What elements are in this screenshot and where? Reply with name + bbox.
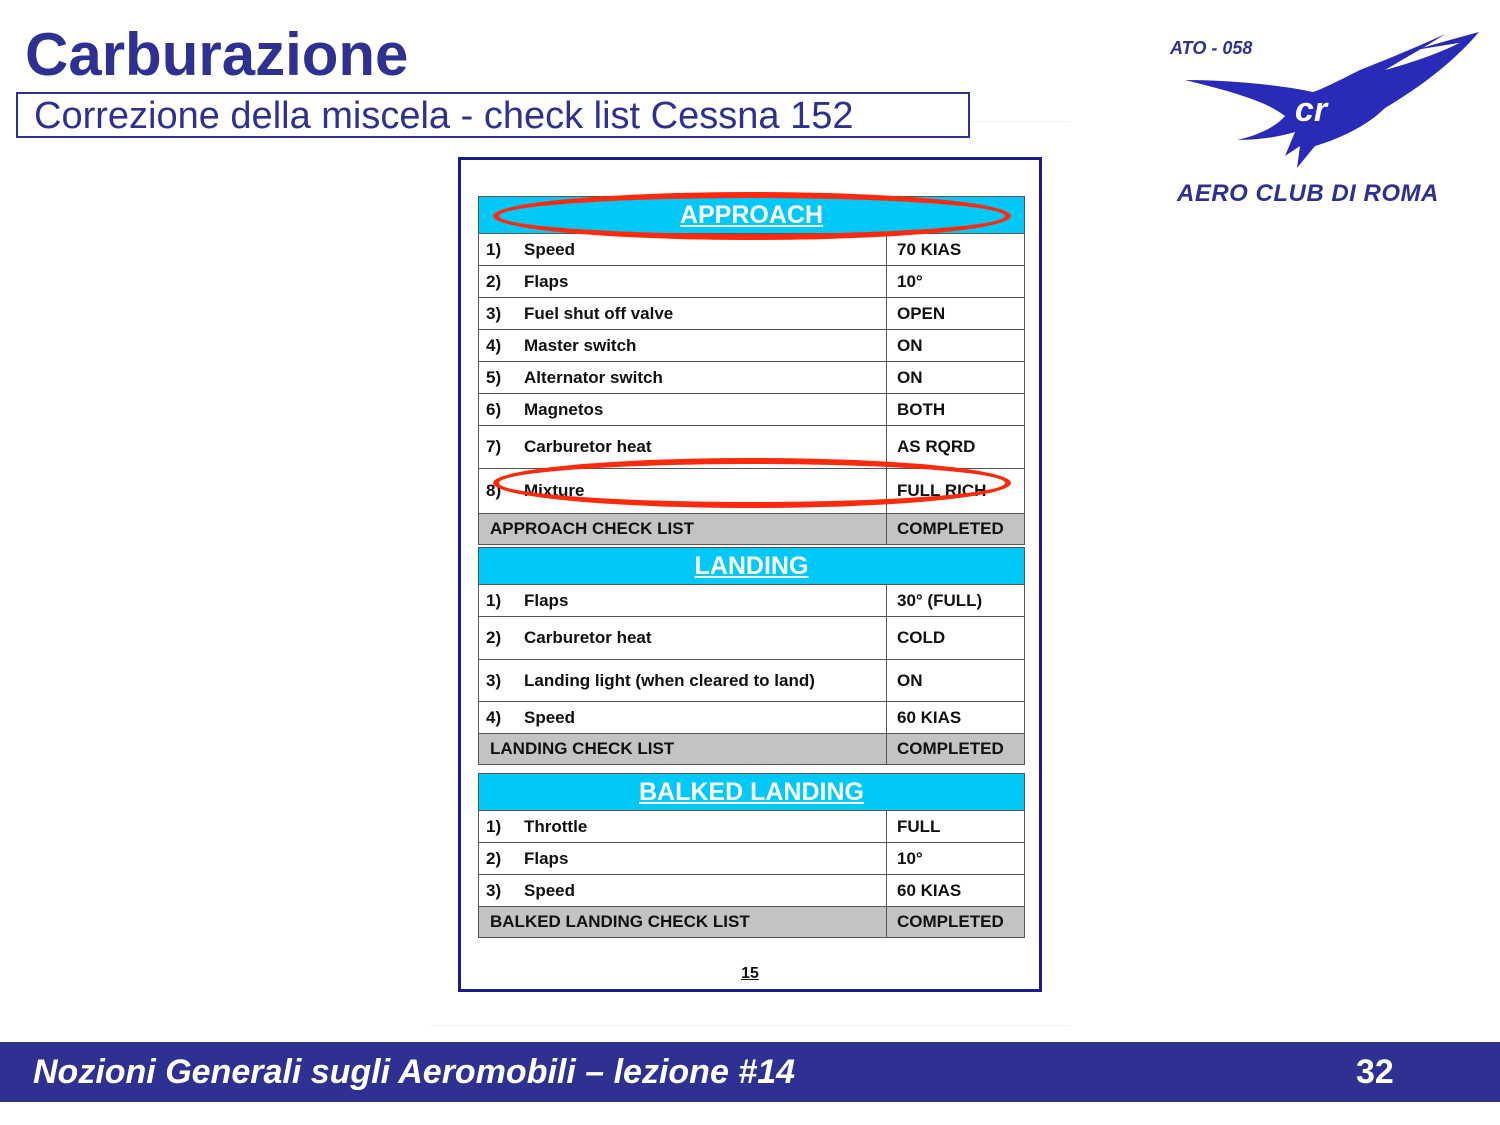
table-row	[479, 875, 1024, 907]
column-divider	[886, 811, 887, 842]
footer-value: COMPLETED	[897, 519, 1004, 538]
row-value: BOTH	[897, 399, 946, 419]
row-number: 3)	[486, 880, 502, 900]
highlight-ellipse-mixture	[493, 458, 1011, 508]
column-divider	[886, 266, 887, 297]
table-row	[479, 617, 1024, 660]
table-row	[479, 660, 1024, 702]
row-item: Throttle	[524, 816, 588, 836]
footer-label: BALKED LANDING CHECK LIST	[490, 912, 750, 931]
column-divider	[886, 907, 887, 937]
row-item: Speed	[524, 707, 576, 727]
row-value: ON	[897, 670, 923, 690]
row-value: AS RQRD	[897, 437, 976, 456]
course-title: Nozioni Generali sugli Aeromobili – lezione #14	[33, 1053, 796, 1091]
row-item: Fuel shut off valve	[524, 303, 674, 323]
row-number: 5)	[486, 367, 502, 387]
table-row	[479, 811, 1024, 843]
column-divider	[886, 234, 887, 265]
row-number: 2)	[486, 628, 502, 647]
table-row	[479, 362, 1024, 394]
logo-mark: cr	[1294, 91, 1328, 129]
table-row	[479, 266, 1024, 298]
column-divider	[886, 362, 887, 393]
section-footer-row	[479, 734, 1024, 764]
row-number: 2)	[486, 271, 502, 291]
row-value: FULL RICH	[897, 481, 987, 500]
row-item: Carburetor heat	[524, 437, 652, 456]
slide-subtitle: Correzione della miscela - check list Cessna 152	[16, 92, 970, 138]
row-item: Master switch	[524, 335, 637, 355]
row-item: Speed	[524, 239, 576, 259]
column-divider	[886, 734, 887, 764]
row-value: COLD	[897, 628, 946, 647]
divider-line	[430, 1025, 1070, 1026]
row-item: Mixture	[524, 481, 585, 500]
section-footer-row	[479, 514, 1024, 544]
column-divider	[886, 617, 887, 659]
row-value: ON	[897, 367, 923, 387]
row-number: 3)	[486, 303, 502, 323]
slide-footer	[0, 1042, 1500, 1102]
section-heading: LANDING	[479, 548, 1024, 585]
row-item: Flaps	[524, 848, 569, 868]
divider-line	[970, 121, 1070, 122]
section-footer-row	[479, 907, 1024, 937]
slide-number: 32	[1356, 1053, 1394, 1091]
row-value: 70 KIAS	[897, 239, 962, 259]
row-value: OPEN	[897, 303, 946, 323]
table-row	[479, 585, 1024, 617]
column-divider	[886, 843, 887, 874]
row-value: 10°	[897, 848, 923, 868]
column-divider	[886, 585, 887, 616]
table-row	[479, 843, 1024, 875]
section-landing	[478, 547, 1025, 765]
page-number: 15	[741, 965, 759, 982]
row-number: 4)	[486, 335, 502, 355]
row-value: 60 KIAS	[897, 707, 962, 727]
row-item: Landing light (when cleared to land)	[524, 670, 815, 690]
table-row	[479, 298, 1024, 330]
row-item: Alternator switch	[524, 367, 663, 387]
row-value: 10°	[897, 271, 923, 291]
row-number: 8)	[486, 481, 502, 500]
row-item: Speed	[524, 880, 576, 900]
row-number: 3)	[486, 670, 502, 690]
footer-label: APPROACH CHECK LIST	[490, 519, 695, 538]
table-row	[479, 394, 1024, 426]
footer-value: COMPLETED	[897, 912, 1004, 931]
table-row	[479, 330, 1024, 362]
section-balked-landing	[478, 773, 1025, 938]
column-divider	[886, 702, 887, 733]
column-divider	[886, 514, 887, 544]
row-number: 6)	[486, 399, 502, 419]
column-divider	[886, 394, 887, 425]
column-divider	[886, 298, 887, 329]
footer-value: COMPLETED	[897, 739, 1004, 758]
row-number: 1)	[486, 590, 502, 610]
checklist-page	[458, 157, 1042, 992]
section-heading: APPROACH	[479, 197, 1024, 234]
column-divider	[886, 330, 887, 361]
row-value: 30° (FULL)	[897, 590, 983, 610]
column-divider	[886, 660, 887, 701]
row-item: Flaps	[524, 590, 569, 610]
row-item: Flaps	[524, 271, 569, 291]
column-divider	[886, 875, 887, 906]
logo-name: AERO CLUB DI ROMA	[1177, 180, 1439, 207]
row-number: 7)	[486, 437, 502, 456]
highlight-ellipse-approach	[493, 192, 1011, 240]
row-value: 60 KIAS	[897, 880, 962, 900]
slide-title: Carburazione	[25, 21, 409, 88]
aero-club-logo	[1165, 28, 1485, 213]
row-value: FULL	[897, 816, 941, 836]
row-number: 1)	[486, 239, 502, 259]
table-row	[479, 702, 1024, 734]
section-heading: BALKED LANDING	[479, 774, 1024, 811]
footer-label: LANDING CHECK LIST	[490, 739, 675, 758]
row-number: 1)	[486, 816, 502, 836]
row-number: 4)	[486, 707, 502, 727]
row-value: ON	[897, 335, 923, 355]
logo-code: ATO - 058	[1170, 38, 1253, 58]
row-item: Magnetos	[524, 399, 604, 419]
row-item: Carburetor heat	[524, 628, 652, 647]
row-number: 2)	[486, 848, 502, 868]
